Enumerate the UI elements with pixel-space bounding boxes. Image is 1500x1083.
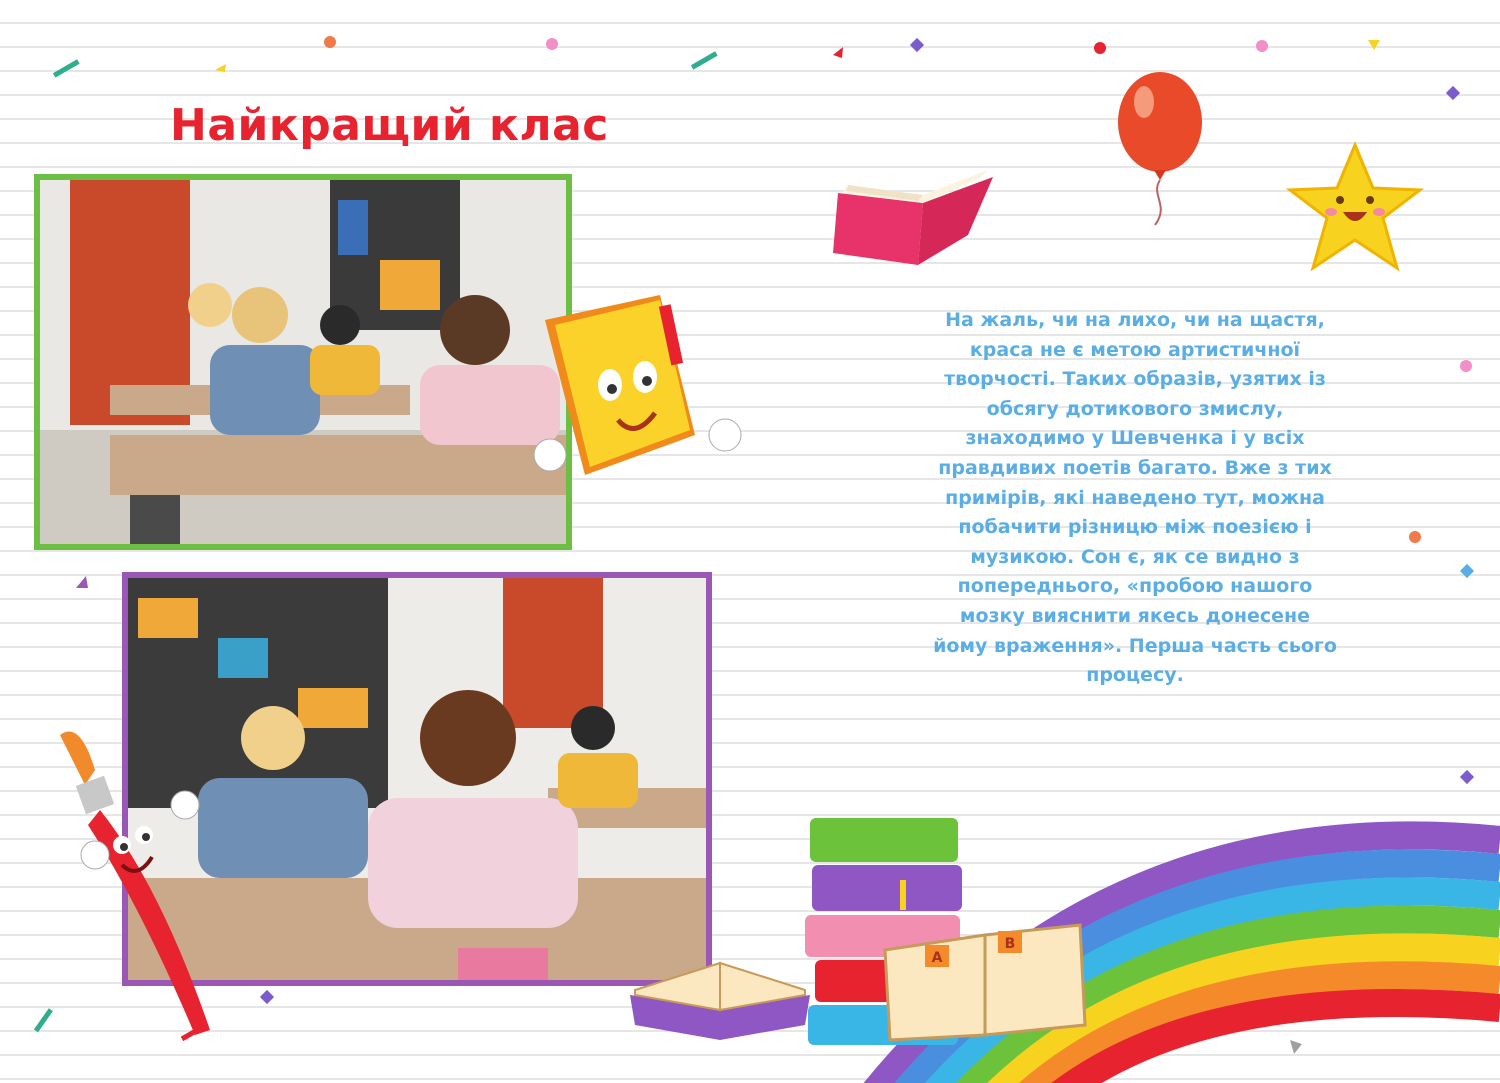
open-book-pink-icon — [828, 165, 1003, 270]
paintbrush-mascot-icon — [40, 725, 220, 1040]
book-letter-a: A — [931, 950, 943, 966]
smiling-star-icon — [1285, 140, 1425, 275]
classroom-photo-top-image — [40, 180, 566, 544]
page-title: Найкращий клас — [170, 100, 609, 151]
body-paragraph: На жаль, чи на лихо, чи на щастя, краса не є метою артистичної творчості. Таких образів, узятих із обсягу дотикового змислу, знаходимо у Шевченка і у всіх правдивих поетів багато. Вже з тих примірів, які наведено тут, можна побачити різницю між поезією і музикою. Сон є, як се видно з попереднього, «пробою нашого мозку вияснити якесь донесене йому враження». Перша часть сього процесу. — [933, 309, 1337, 687]
book-letter-b: B — [1004, 936, 1016, 952]
open-book-ab-icon — [880, 915, 1090, 1045]
book-mascot-icon — [520, 285, 750, 485]
classroom-photo-top — [34, 174, 572, 550]
open-book-small-icon — [625, 955, 815, 1045]
balloon-icon — [1110, 70, 1210, 230]
